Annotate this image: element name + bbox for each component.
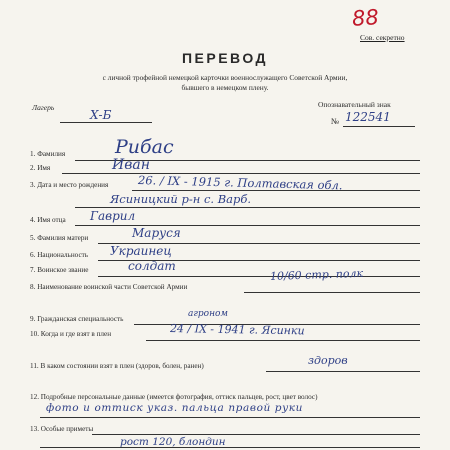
birth-label: 3. Дата и место рождения — [30, 181, 109, 189]
document-subtitle-line-1: с личной трофейной немецкой карточки военнослужащего Советской Армии, — [102, 73, 348, 82]
id-number-sign: № — [331, 116, 340, 126]
condition-label: 11. В каком состоянии взят в плен (здоров, болен, ранен) — [30, 362, 204, 370]
camp-line — [60, 122, 152, 123]
id-value: 122541 — [345, 110, 391, 124]
nationality-value: Украинец — [110, 244, 172, 258]
first-name-value: Иван — [112, 157, 150, 173]
unit-value: 10/60 стр. полк — [269, 266, 364, 283]
special-features-line — [92, 434, 420, 435]
birth-line-2 — [75, 207, 420, 208]
father-name-line — [75, 225, 420, 226]
special-features-line-2 — [40, 447, 420, 448]
occupation-label: 9. Гражданская специальность — [30, 315, 124, 323]
mother-surname-value: Маруся — [132, 226, 181, 240]
document-subtitle-line-2: бывшего в немецком плену. — [181, 83, 269, 92]
special-features-value: рост 120, блондин — [120, 436, 226, 448]
camp-label: Лагерь — [32, 103, 55, 112]
surname-label: 1. Фамилия — [30, 150, 66, 158]
unit-label: 8. Наименование воинской части Советской Армии — [30, 283, 188, 291]
captured-value: 24 / IX - 1941 г. Ясинки — [169, 322, 305, 338]
captured-label: 10. Когда и где взят в плен — [30, 330, 112, 338]
birth-value-continued: Ясиницкий р-н с. Варб. — [110, 192, 252, 206]
occupation-value: агроном — [188, 309, 228, 319]
unit-line — [244, 292, 420, 293]
page-number: 88 — [351, 5, 380, 31]
personal-data-line — [40, 417, 420, 418]
birth-value: 26. / IX - 1915 г. Полтавская обл. — [137, 173, 343, 193]
condition-line — [266, 371, 420, 372]
camp-value: Х-Б — [90, 108, 112, 122]
father-name-value: Гаврил — [90, 209, 136, 223]
rank-value: солдат — [128, 259, 176, 273]
special-features-label: 13. Особые приметы — [30, 425, 94, 433]
surname-value: Рибас — [115, 136, 174, 158]
father-name-label: 4. Имя отца — [30, 216, 66, 224]
rank-label: 7. Воинское звание — [30, 266, 89, 274]
document-title: ПЕРЕВОД — [181, 50, 269, 66]
personal-data-label: 12. Подробные персональные данные (имеется фотография, оттиск пальцев, рост, цвет волос) — [30, 393, 318, 401]
personal-data-value: фото и оттиск указ. пальца правой руки — [46, 402, 304, 414]
id-label: Опознавательный знак — [318, 100, 391, 109]
nationality-label: 6. Национальность — [30, 251, 89, 259]
condition-value: здоров — [308, 354, 348, 367]
first-name-line — [62, 173, 420, 174]
first-name-label: 2. Имя — [30, 164, 51, 172]
secrecy-stamp: Сов. секретно — [360, 33, 405, 42]
rank-line — [98, 276, 420, 277]
captured-line — [146, 340, 420, 341]
mother-surname-label: 5. Фамилия матери — [30, 234, 89, 242]
id-line — [343, 126, 415, 127]
